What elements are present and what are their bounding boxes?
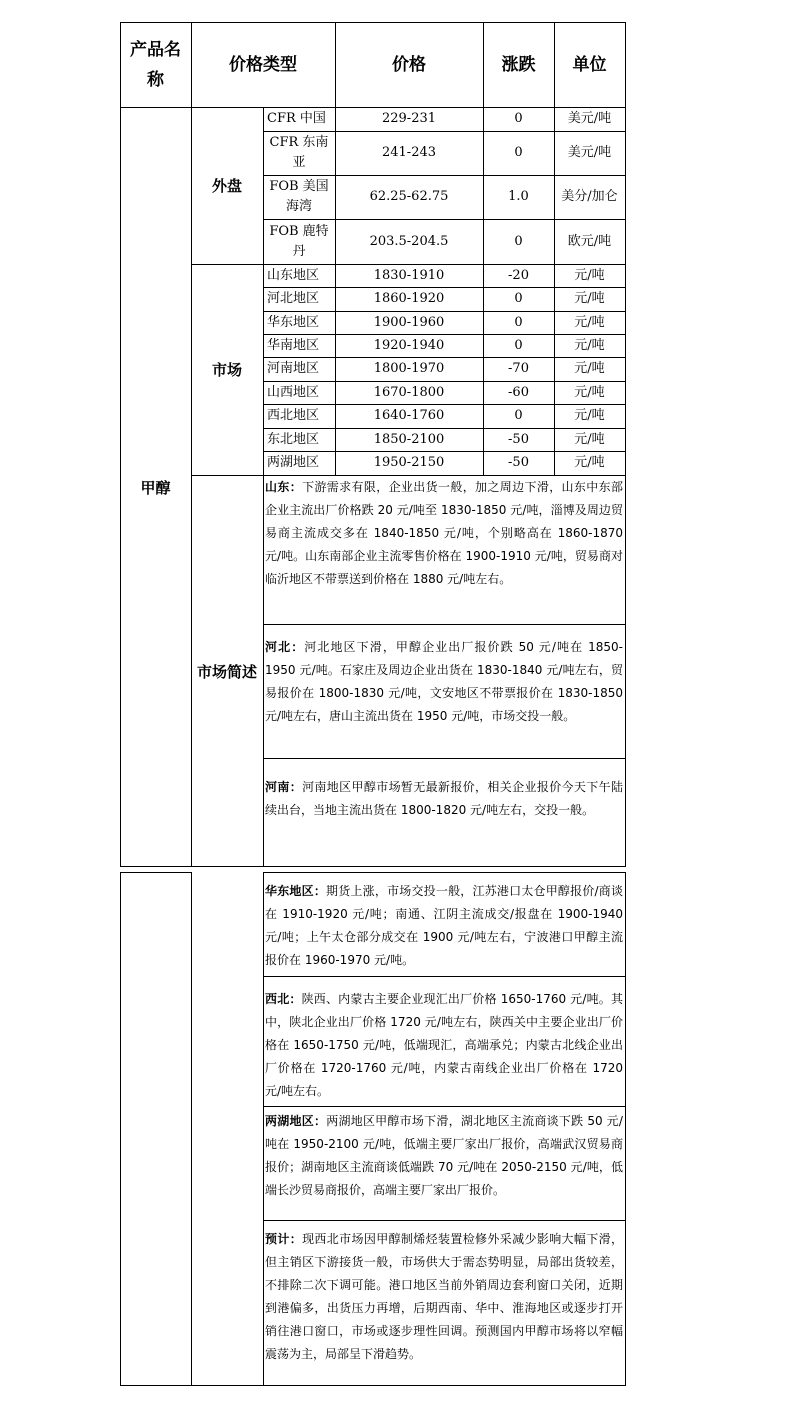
- row-unit: 元/吨: [574, 384, 605, 400]
- row-unit: 元/吨: [574, 455, 605, 470]
- row-change: -50: [508, 455, 529, 470]
- header-unit: 单位: [572, 54, 607, 75]
- row-price: 1800-1970: [373, 361, 445, 376]
- row-name: 西北地区: [267, 408, 320, 423]
- row-change: 0: [514, 233, 523, 249]
- row-name: FOB 美国海湾: [269, 179, 329, 214]
- row-price: 1830-1910: [373, 267, 445, 283]
- row-price: 1900-1960: [373, 314, 445, 330]
- row-unit: 元/吨: [574, 291, 605, 306]
- row-name: 两湖地区: [267, 455, 320, 470]
- header-product: 产品名称: [130, 39, 181, 90]
- row-unit: 元/吨: [574, 431, 605, 447]
- row-price: 229-231: [381, 111, 437, 126]
- row-change: 0: [514, 111, 523, 126]
- row-unit: 元/吨: [574, 337, 605, 353]
- row-change: 0: [514, 314, 523, 330]
- header-price-type: 价格类型: [229, 54, 297, 75]
- row-name: 华南地区: [267, 337, 320, 353]
- row-name: 河南地区: [267, 361, 320, 376]
- summary-paragraph: 山东：下游需求有限，企业出货一般，加之周边下滑，山东中东部企业主流出厂价格跌 20 元/吨至 1830-1850 元/吨，淄博及周边贸易商主流成交多在 1840-1850 元/吨，个别略高在 1860-1870 元/吨。山东南部企业主流零售价格在 1900-1910 元/吨，贸易商对临沂地区不带票送到价格在 1880 元/吨左右。: [265, 480, 623, 586]
- row-unit: 元/吨: [574, 314, 605, 330]
- row-price: 241-243: [381, 145, 437, 160]
- row-name: 河北地区: [267, 291, 320, 306]
- row-price: 1640-1760: [373, 408, 445, 423]
- summary-paragraph: 河南：河南地区甲醇市场暂无最新报价，相关企业报价今天下午陆续出台，当地主流出货在 1800-1820 元/吨左右，交投一般。: [265, 780, 623, 817]
- header-change: 涨跌: [501, 54, 536, 75]
- row-price: 62.25-62.75: [369, 189, 449, 204]
- summary-paragraph: 两湖地区：两湖地区甲醇市场下滑，湖北地区主流商谈下跌 50 元/吨在 1950-2100 元/吨，低端主要厂家出厂报价，高端武汉贸易商报价；湖南地区主流商谈低端跌 70 元/吨在 2050-2150 元/吨，低端长沙贸易商报价，高端主要厂家出厂报价。: [265, 1114, 623, 1197]
- group-summary: 市场简述: [196, 662, 257, 681]
- row-unit: 美分/加仑: [561, 189, 618, 204]
- row-name: 山西地区: [267, 384, 320, 400]
- row-unit: 美元/吨: [567, 111, 612, 126]
- row-price: 1860-1920: [373, 291, 445, 306]
- row-name: CFR 中国: [267, 111, 326, 126]
- row-unit: 元/吨: [574, 361, 605, 376]
- summary-paragraph: 华东地区：期货上涨，市场交投一般，江苏港口太仓甲醇报价/商谈在 1910-1920 元/吨；南通、江阴主流成交/报盘在 1900-1940 元/吨；上午太仓部分成交在 1900 元/吨左右，宁波港口甲醇主流报价在 1960-1970 元/吨。: [265, 884, 623, 967]
- row-name: FOB 鹿特丹: [269, 223, 329, 259]
- row-unit: 元/吨: [574, 267, 605, 283]
- row-change: 0: [514, 291, 523, 306]
- row-name: 华东地区: [267, 314, 320, 330]
- row-change: -20: [508, 267, 529, 283]
- row-price: 1920-1940: [373, 337, 445, 353]
- row-name: 山东地区: [267, 267, 320, 283]
- row-unit: 元/吨: [574, 408, 605, 423]
- row-price: 1670-1800: [373, 384, 445, 400]
- header-price: 价格: [392, 54, 426, 75]
- summary-paragraph: 预计：现西北市场因甲醇制烯烃装置检修外采减少影响大幅下滑，但主销区下游接货一般，市场供大于需态势明显，局部出货较差，不排除二次下调可能。港口地区当前外销周边套利窗口关闭，近期到港偏多，出货压力再增，后期西南、华中、淮海地区或逐步打开销往港口窗口，市场或逐步理性回调。预测国内甲醇市场将以窄幅震荡为主，局部呈下滑趋势。: [265, 1232, 623, 1361]
- group-foreign: 外盘: [211, 177, 242, 195]
- row-change: -50: [508, 431, 529, 447]
- summary-paragraph: 西北：陕西、内蒙古主要企业现汇出厂价格 1650-1760 元/吨。其中，陕北企业出厂价格 1720 元/吨左右，陕西关中主要企业出厂价格在 1650-1750 元/吨，低端现汇，高端承兑；内蒙古北线企业出厂价格在 1720-1760 元/吨，内蒙古南线企业出厂价格在 1720 元/吨左右。: [265, 992, 623, 1098]
- row-unit: 美元/吨: [567, 145, 612, 160]
- row-change: 0: [514, 408, 523, 423]
- row-change: 0: [514, 337, 523, 353]
- row-name: CFR 东南亚: [269, 135, 329, 170]
- product-name: 甲醇: [140, 478, 171, 497]
- row-name: 东北地区: [267, 431, 320, 447]
- row-change: -70: [508, 361, 529, 376]
- row-unit: 欧元/吨: [567, 233, 612, 249]
- summary-paragraph: 河北：河北地区下滑，甲醇企业出厂报价跌 50 元/吨在 1850-1950 元/吨。石家庄及周边企业出货在 1830-1840 元/吨左右，贸易报价在 1800-1830 元/吨，文安地区不带票报价在 1830-1850 元/吨左右，唐山主流出货在 1950 元/吨，市场交投一般。: [265, 640, 623, 723]
- row-price: 1850-2100: [373, 431, 445, 447]
- group-market: 市场: [211, 361, 242, 379]
- row-change: -60: [508, 384, 529, 400]
- row-change: 0: [514, 145, 523, 160]
- row-price: 203.5-204.5: [369, 233, 449, 249]
- row-price: 1950-2150: [373, 455, 445, 470]
- row-change: 1.0: [508, 189, 529, 204]
